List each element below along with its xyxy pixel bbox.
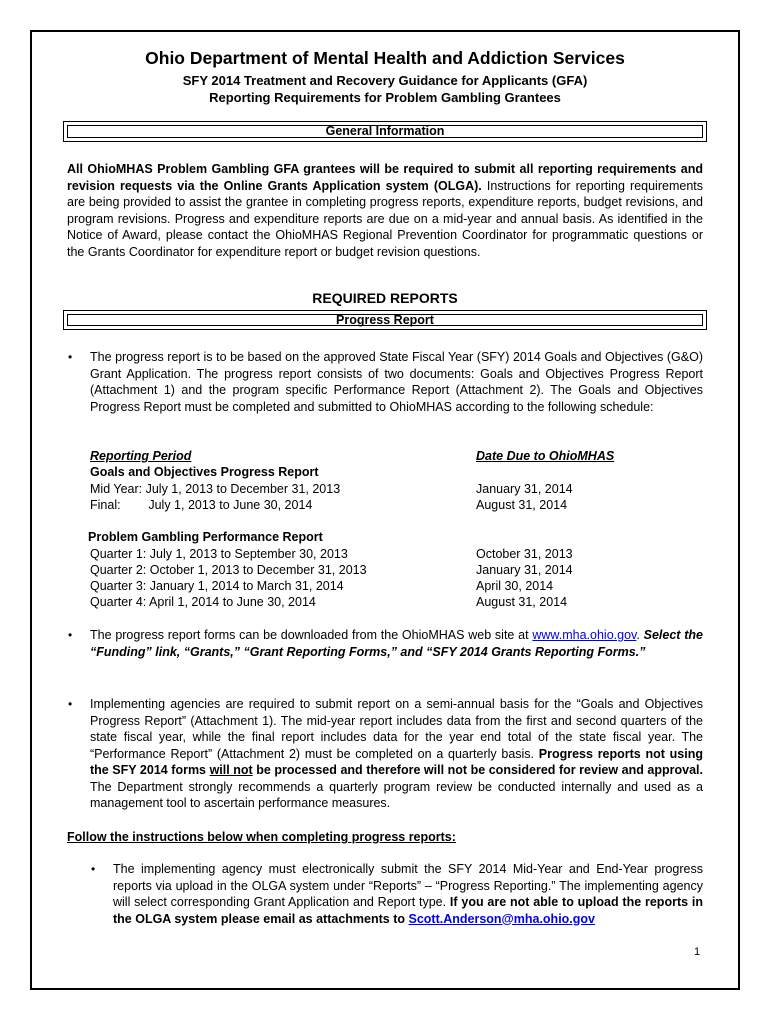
progress-report-heading: Progress Report (336, 313, 434, 327)
bullet-3-tail: The Department strongly recommends a quarterly program review be conducted internally and used as a management tool to ascertain performance measures. (90, 779, 703, 810)
bullet-3-bold-underline: will not (209, 763, 253, 777)
bullet-3-bold-b: be processed and therefore will not be considered for review and approval. (256, 763, 703, 777)
email-link[interactable]: Scott.Anderson@mha.ohio.gov (408, 911, 595, 926)
sub-bullet-body: The implementing agency must electronically submit the SFY 2014 Mid-Year and End-Year progress reports via upload in the OLGA system under “Reports” – “Progress Reporting.” The implementing agency will select corresponding Grant Application and Report type. (113, 862, 703, 909)
bullet-dot: • (68, 350, 73, 364)
bullet-3-text (90, 696, 703, 812)
general-info-intro: All OhioMHAS Problem Gambling GFA grantees will be required to submit all reporting requirements and revision requests via the Online Grants Application system (OLGA). (67, 162, 703, 193)
schedule-row-period: Quarter 1: July 1, 2013 to September 30, 2013 (90, 547, 348, 561)
bullet-3-bold-a: Progress reports not using the SFY 2014 forms (90, 746, 703, 777)
bullet-2-text: The progress report forms can be downloaded from the OhioMHAS web site at www.mha.ohio.gov. Select the “Funding” link, “Grants,” “Grant Reporting Forms,” and “SFY 2014 Grants Reporting Forms.” (90, 628, 703, 659)
general-info-heading: General Information (325, 124, 445, 138)
bullet-dot: • (68, 628, 73, 642)
general-info-heading-box (63, 121, 707, 142)
schedule-go-title: Goals and Objectives Progress Report (90, 465, 319, 479)
schedule-row-period: Quarter 4: April 1, 2014 to June 30, 2014 (90, 595, 316, 609)
page-subtitle-2: Reporting Requirements for Problem Gambling Grantees (209, 90, 561, 105)
bullet-1-text: The progress report is to be based on the approved State Fiscal Year (SFY) 2014 Goals and Objectives (G&O) Grant Application. The progress report consists of two documents: Goals and Objectives Progress Report (Attachment 1) and the program specific Performance Report (Attachment 2). The Goals and Objectives Progress Report must be completed and submitted to OhioMHAS according to the following schedule: (90, 350, 703, 414)
schedule-row-period: Mid Year: July 1, 2013 to December 31, 2013 (90, 482, 341, 496)
sub-bullet-bold: If you are not able to upload the reports in the OLGA system please email as attachments to (113, 895, 703, 926)
page-title: Ohio Department of Mental Health and Addiction Services (145, 48, 625, 68)
schedule-row-due: August 31, 2014 (476, 498, 568, 512)
schedule-col-period: Reporting Period (90, 449, 192, 463)
schedule-row-due: August 31, 2014 (476, 595, 568, 609)
progress-report-heading-box (63, 310, 707, 330)
schedule-col-due: Date Due to OhioMHAS (476, 449, 615, 463)
schedule-row-period: Quarter 2: October 1, 2013 to December 31, 2013 (90, 563, 367, 577)
website-link[interactable]: www.mha.ohio.gov (532, 628, 637, 642)
follow-instructions-heading: Follow the instructions below when completing progress reports: (67, 830, 456, 844)
general-info-body: Instructions for reporting requirements are being provided to assist the grantee in completing progress reports, expenditure reports, budget revisions, and program revisions. Progress and expenditure reports are due on a mid-year and annual basis. As identified in the Notice of Award, please contact the OhioMHAS Regional Prevention Coordinator for programmatic questions or the Grants Coordinator for expenditure report or budget revision questions. (67, 178, 703, 259)
general-info-paragraph (67, 161, 703, 260)
bullet-2-lead: The progress report forms can be downloaded from the OhioMHAS web site at (90, 628, 529, 642)
schedule-row-due: April 30, 2014 (476, 579, 554, 593)
schedule-row-due: January 31, 2014 (476, 563, 573, 577)
page-number: 1 (694, 946, 701, 958)
schedule-row-due: October 31, 2013 (476, 547, 573, 561)
bullet-dot: • (91, 862, 96, 876)
bullet-3-body: Implementing agencies are required to submit report on a semi-annual basis for the “Goals and Objectives Progress Report” (Attachment 1). The mid-year report includes data from the first and second quarters of the state fiscal year, while the final report includes data for the year end total of the state fiscal year. The “Performance Report” (Attachment 2) must be completed on a quarterly basis. (90, 697, 703, 761)
schedule-row-period: Final: July 1, 2013 to June 30, 2014 (90, 498, 313, 512)
required-reports-heading: REQUIRED REPORTS (312, 290, 458, 306)
schedule-pg-title: Problem Gambling Performance Report (88, 530, 323, 544)
schedule-row-due: January 31, 2014 (476, 482, 573, 496)
sub-bullet-text (113, 861, 703, 927)
bullet-2-instructions: Select the “Funding” link, “Grants,” “Grant Reporting Forms,” and “SFY 2014 Grants Reporting Forms.” (90, 628, 703, 659)
header (0, 48, 770, 105)
schedule-row-period: Quarter 3: January 1, 2014 to March 31, 2014 (90, 579, 344, 593)
bullet-dot: • (68, 697, 73, 711)
page-subtitle-1: SFY 2014 Treatment and Recovery Guidance for Applicants (GFA) (182, 73, 588, 88)
